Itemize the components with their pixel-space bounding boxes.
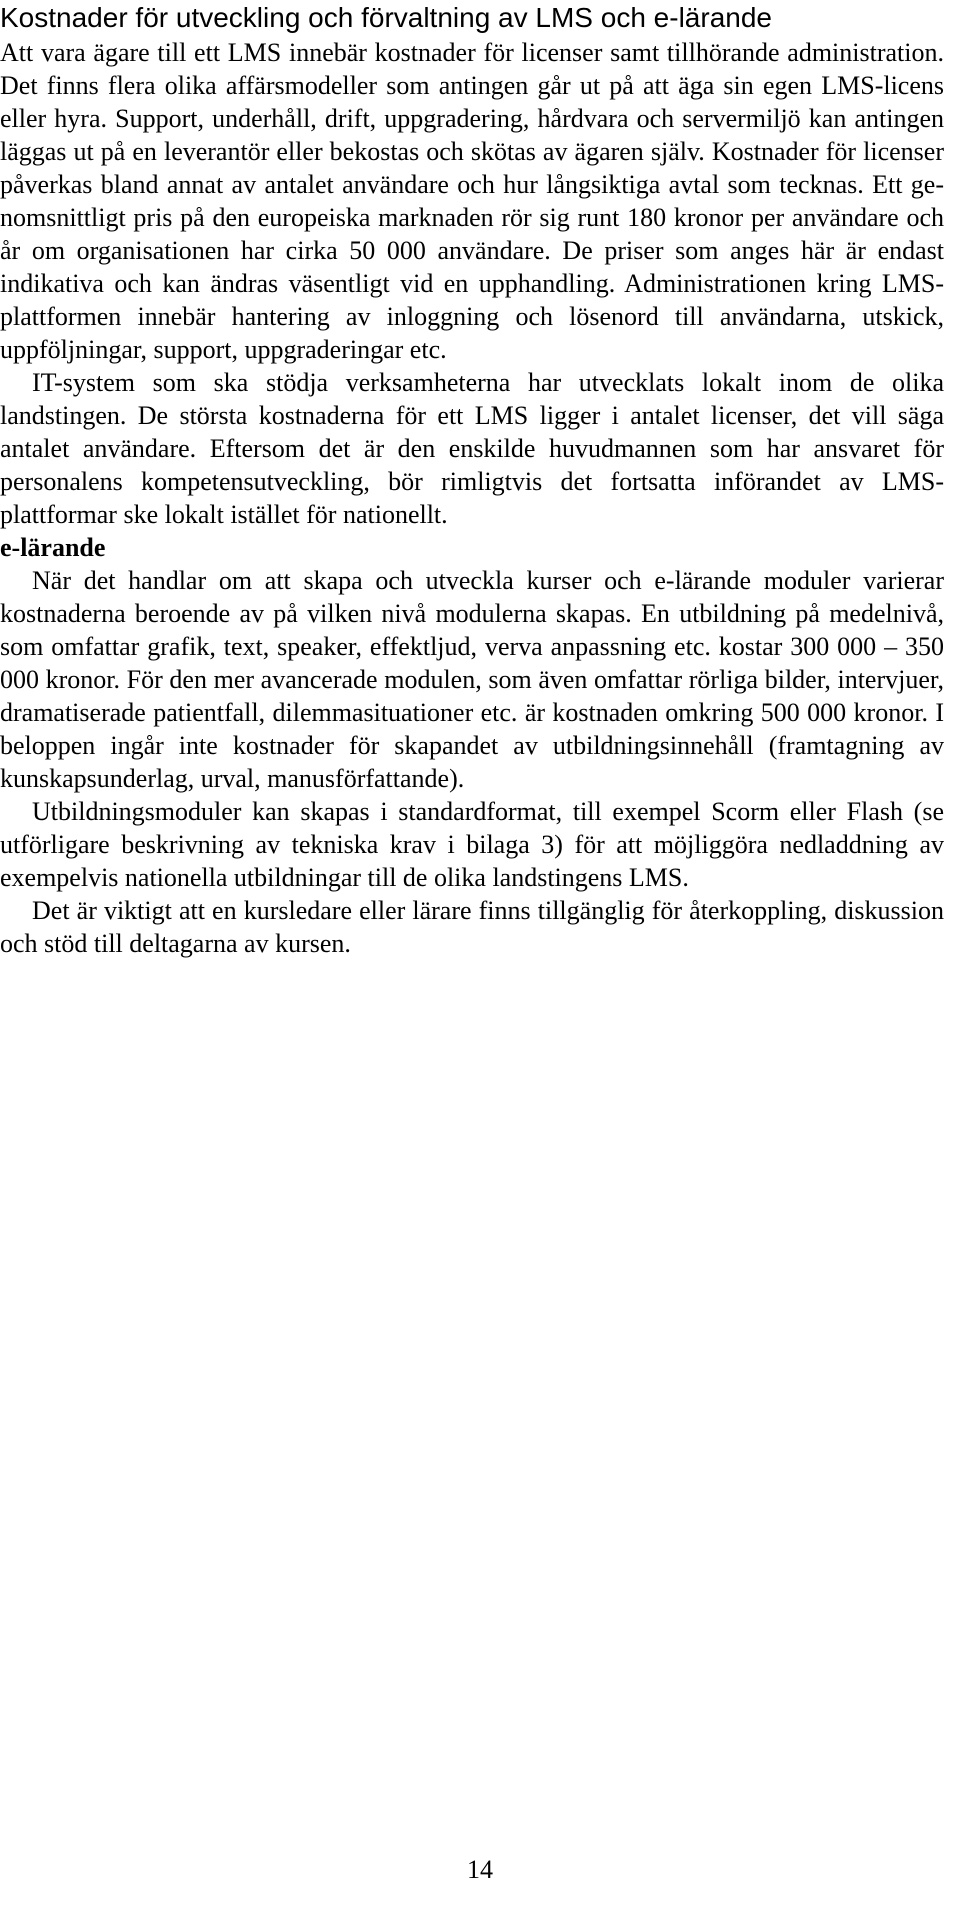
section-heading: Kostnader för utveckling och förvaltning av LMS och e-lärande bbox=[0, 2, 772, 33]
subheading-e-learning: e-lärande bbox=[0, 533, 106, 562]
paragraph-it-systems: IT-system som ska stödja verksamheterna har utvecklats lokalt inom de olika landstingen. De största kostnaderna för ett LMS ligger i antalet licenser, det vill säga antalet användare. Eftersom det är den enskilde huvudmannen som har ansvaret för personalens kompetensutveckling, bör rimligtvis det fortsatta införandet av LMS-plattformar ske lokalt istället för nationellt. bbox=[0, 368, 944, 529]
paragraph-standard-formats: Utbildningsmoduler kan skapas i standardformat, till exempel Scorm eller Flash (se utförligare beskrivning av tekniska krav i bilaga 3) för att möjliggöra nedladdning av exempelvis nationella utbildningar till de olika landstingens LMS. bbox=[0, 797, 944, 892]
paragraph-course-leader: Det är viktigt att en kursledare eller lärare finns tillgänglig för återkoppling, diskussion och stöd till deltagarna av kursen. bbox=[0, 896, 944, 958]
paragraph-licenses: Att vara ägare till ett LMS innebär kostnader för licenser samt tillhörande administration. Det finns flera olika affärsmodeller som antingen går ut på att äga sin egen LMS-licens eller hyra. Support, underhåll, drift, uppgradering, hårdvara och servermiljö kan antingen läggas ut på en leverantör eller bekostas och skötas av ägaren själv. Kostnader för licenser påverkas bland annat av antalet användare och hur långsiktiga avtal som tecknas. Ett genomsnittligt pris på den europeiska marknaden rör sig runt 180 kronor per användare och år om organisationen har cirka 50 000 användare. De priser som anges här är endast indikativa och kan ändras väsentligt vid en upphandling. Administrationen kring LMS-plattformen innebär hantering av inloggning och lösenord till användarna, utskick, uppföljningar, support, uppgraderingar etc. bbox=[0, 38, 944, 364]
paragraph-course-costs: När det handlar om att skapa och utveckla kurser och e-lärande moduler varierar kostnaderna beroende av på vilken nivå modulerna skapas. En utbildning på medelnivå, som omfattar grafik, text, speaker, effektljud, verva anpassning etc. kostar 300 000 – 350 000 kronor. För den mer avancerade modulen, som även omfattar rörliga bilder, intervjuer, dramatiserade patientfall, dilemmasituationer etc. är kostnaden omkring 500 000 kronor. I beloppen ingår inte kostnader för skapandet av utbildningsinnehåll (framtagning av kunskapsunderlag, urval, manusförfattande). bbox=[0, 566, 944, 793]
page-number: 14 bbox=[467, 1855, 493, 1884]
body-text bbox=[0, 36, 944, 960]
